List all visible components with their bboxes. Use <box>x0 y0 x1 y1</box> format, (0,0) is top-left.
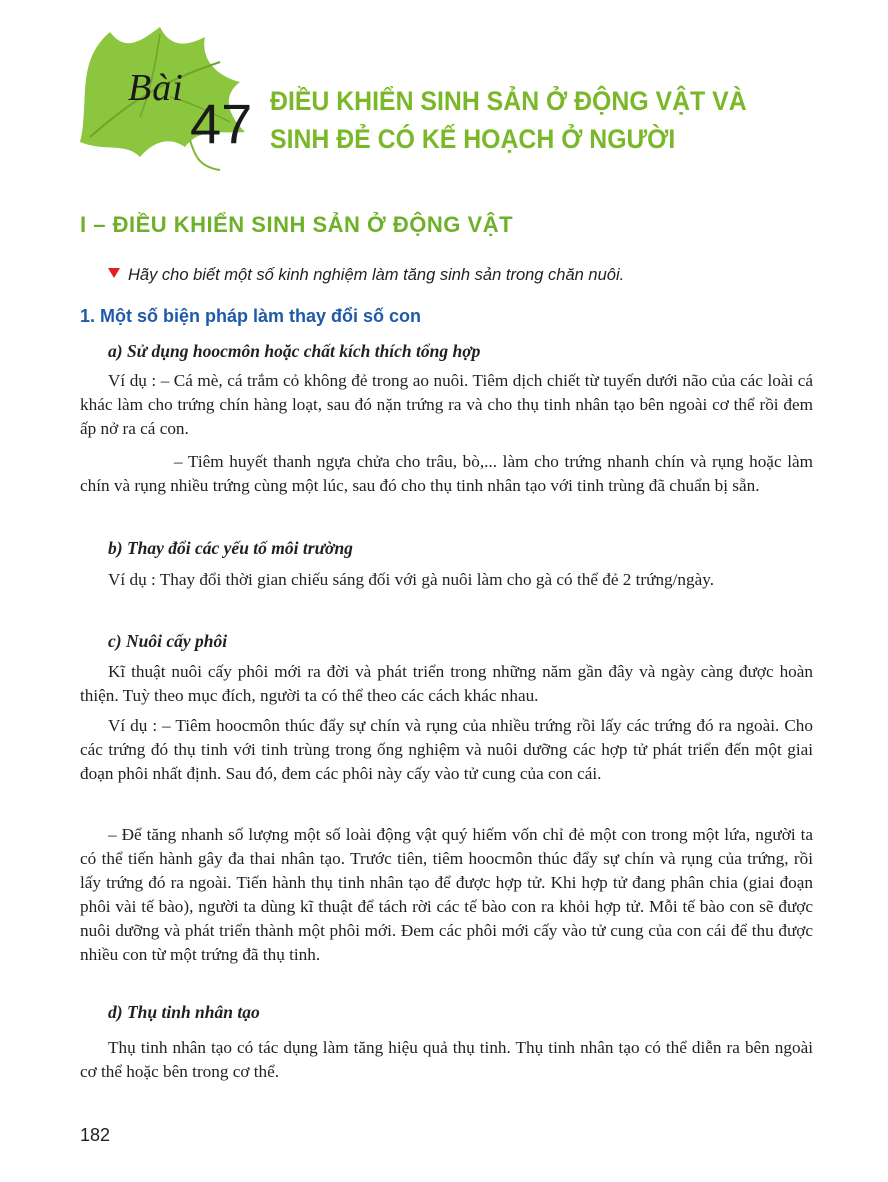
lesson-title <box>270 82 785 158</box>
red-triangle-icon <box>108 268 120 278</box>
section-title: I – ĐIỀU KHIỂN SINH SẢN Ở ĐỘNG VẬT <box>80 212 514 237</box>
heading-b: b) Thay đổi các yếu tố môi trường <box>108 538 353 558</box>
paragraph-c3: – Để tăng nhanh số lượng một số loài động vật quý hiếm vốn chỉ đẻ một con trong một lứa, người ta có thể tiến hành gây đa thai nhân tạo. Trước tiên, tiêm hoocmôn thúc đẩy sự chín và rụng của trứng, rồi lấy trứng đó ra ngoài. Tiến hành thụ tinh nhân tạo để được hợp tử. Khi hợp tử đang phân chia (giai đoạn phôi vài tế bào), người ta dùng kĩ thuật để tách rời các tế bào con ra khỏi hợp tử. Mỗi tế bào con sẽ được nuôi dưỡng và phát triển thành một phôi mới. Đem các phôi mới cấy vào tử cung của con cái để thu được nhiều con từ một trứng đã thụ tinh. <box>80 825 813 964</box>
subsection-title: 1. Một số biện pháp làm thay đổi số con <box>80 306 422 326</box>
lesson-label: Bài <box>128 67 184 109</box>
paragraph-a1: Ví dụ : – Cá mè, cá trắm cỏ không đẻ trong ao nuôi. Tiêm dịch chiết từ tuyến dưới não của các loài cá khác làm cho trứng chín hàng loạt, sau đó nặn trứng ra và cho thụ tinh nhân tạo bên ngoài cơ thể rồi đem ấp nở ra cá con. <box>80 371 813 438</box>
paragraph-c1: Kĩ thuật nuôi cấy phôi mới ra đời và phát triển trong những năm gần đây và ngày càng được hoàn thiện. Tuỳ theo mục đích, người ta có thể theo các cách khác nhau. <box>80 662 813 705</box>
paragraph-b1: Ví dụ : Thay đổi thời gian chiếu sáng đối với gà nuôi làm cho gà có thể đẻ 2 trứng/ngày. <box>108 570 715 589</box>
page-number: 182 <box>80 1125 111 1145</box>
lesson-title-line2: SINH ĐẺ CÓ KẾ HOẠCH Ở NGƯỜI <box>270 124 676 154</box>
paragraph-a2: – Tiêm huyết thanh ngựa chửa cho trâu, bò,... làm cho trứng nhanh chín và rụng hoặc làm chín và rụng nhiều trứng cùng một lúc, sau đó cho thụ tinh nhân tạo với tinh trùng đã chuẩn bị sẵn. <box>80 452 813 495</box>
paragraph-d1: Thụ tinh nhân tạo có tác dụng làm tăng hiệu quả thụ tinh. Thụ tinh nhân tạo có thể diễn ra bên ngoài cơ thể hoặc bên trong cơ thể. <box>80 1038 813 1081</box>
question-text: Hãy cho biết một số kinh nghiệm làm tăng sinh sản trong chăn nuôi. <box>128 266 625 284</box>
heading-a: a) Sử dụng hoocmôn hoặc chất kích thích tổng hợp <box>108 341 481 361</box>
lesson-number: 47 <box>190 92 253 155</box>
heading-d: d) Thụ tinh nhân tạo <box>108 1002 260 1022</box>
question-prompt <box>108 266 624 285</box>
heading-c: c) Nuôi cấy phôi <box>108 631 228 651</box>
lesson-title-line1: ĐIỀU KHIỂN SINH SẢN Ở ĐỘNG VẬT VÀ <box>270 86 747 116</box>
paragraph-c2: Ví dụ : – Tiêm hoocmôn thúc đẩy sự chín và rụng của nhiều trứng rồi lấy các trứng đó ra ngoài. Cho các trứng đó thụ tinh với tinh trùng trong ống nghiệm và nuôi dưỡng các hợp tử phát triển đến một giai đoạn phôi nhất định. Sau đó, đem các phôi này cấy vào tử cung của con cái. <box>80 716 813 783</box>
